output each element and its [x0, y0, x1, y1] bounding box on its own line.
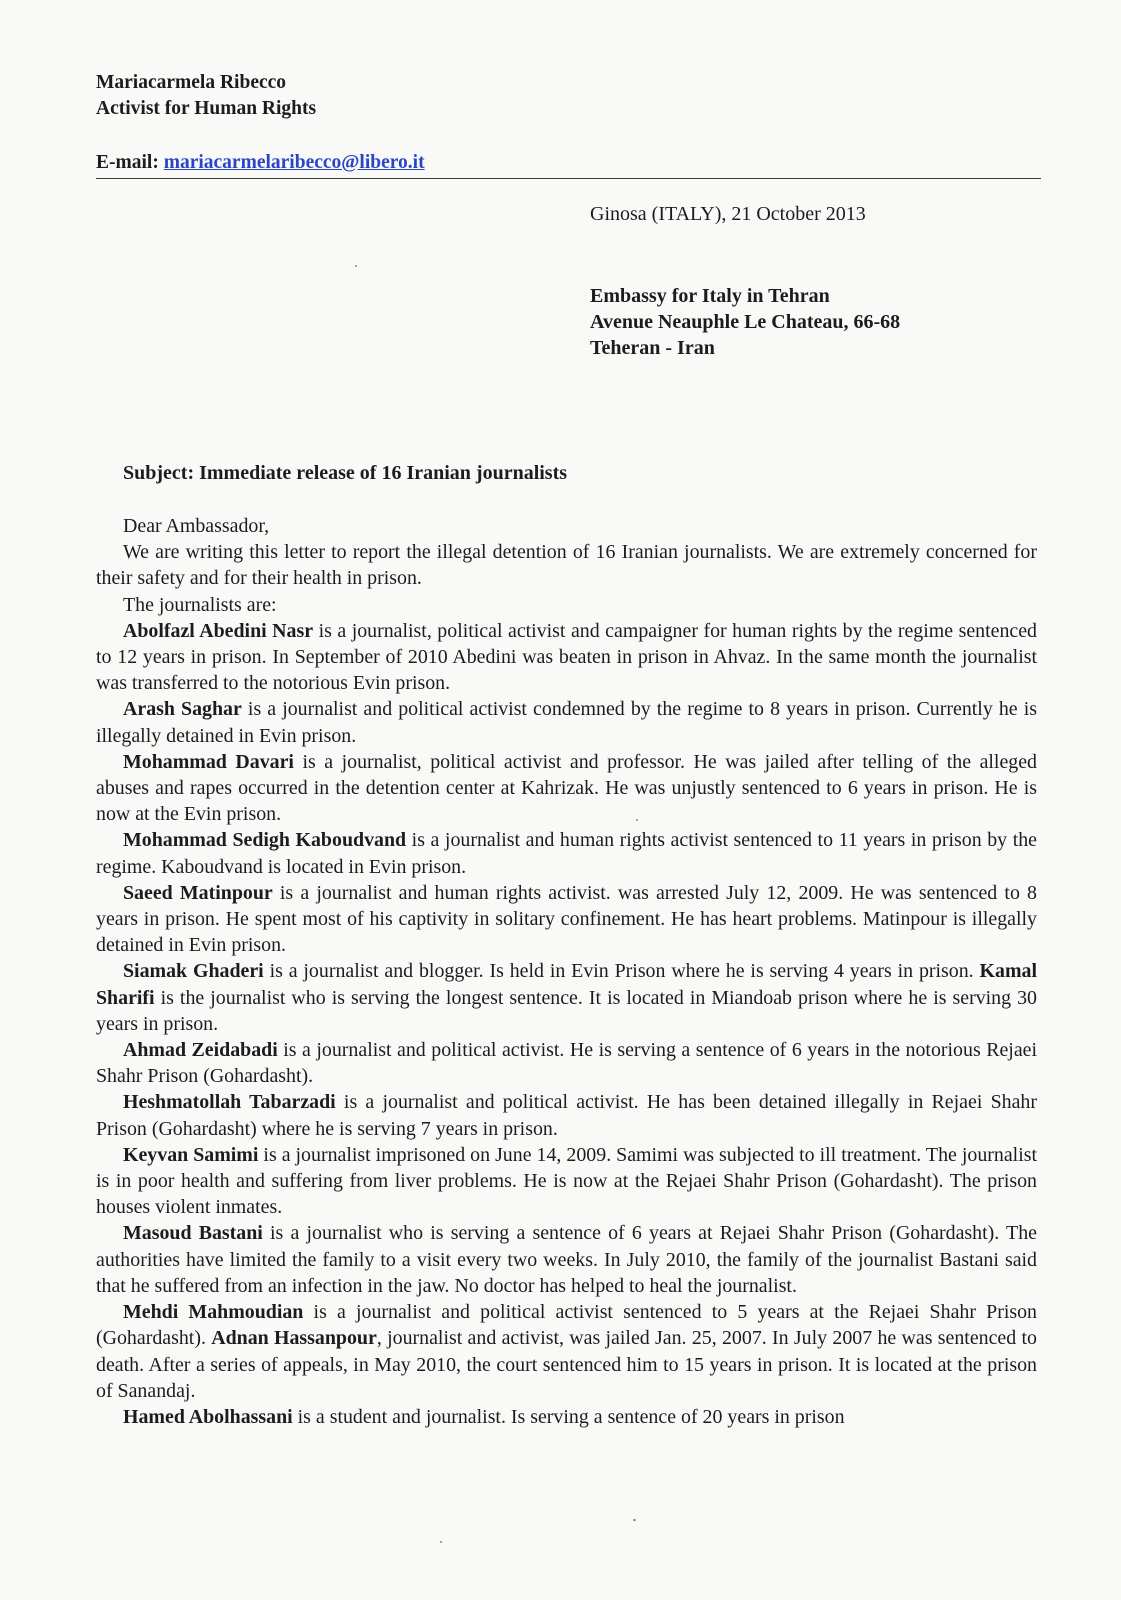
journalist-entry	[96, 880, 1037, 959]
email-link[interactable]: mariacarmelaribecco@libero.it	[163, 152, 425, 173]
journalist-name: Ahmad Zeidabadi	[123, 1039, 278, 1062]
journalist-name: Saeed Matinpour	[123, 881, 273, 904]
journalist-entry	[96, 1089, 1037, 1141]
journalist-description: is a journalist and political activist. He is serving a sentence of 6 years in the notorious Rejaei Shahr Prison (Gohardasht).	[96, 1039, 1038, 1088]
place-date: Ginosa (ITALY), 21 October 2013	[590, 203, 866, 225]
journalist-name: Hamed Abolhassani	[123, 1405, 293, 1428]
journalist-description: is the journalist who is serving the longest sentence. It is located in Miandoab prison where he is serving 30 years in prison.	[96, 986, 1037, 1035]
journalist-entry	[96, 1037, 1037, 1089]
journalist-name: Mehdi Mahmoudian	[123, 1301, 304, 1324]
recipient-line-2: Avenue Neauphle Le Chateau, 66-68	[590, 311, 901, 333]
journalist-entry	[96, 618, 1037, 697]
header-divider	[96, 178, 1041, 179]
intro-paragraph: We are writing this letter to report the illegal detention of 16 Iranian journalists. We are extremely concerned for their safety and for their health in prison.	[96, 541, 1037, 590]
journalist-description: is a journalist and human rights activist. was arrested July 12, 2009. He was sentenced to 8 years in prison. He spent most of his captivity in solitary confinement. He has heart problems. Matinpour is illegally detained in Evin prison.	[96, 881, 1037, 957]
sender-role: Activist for Human Rights	[96, 98, 317, 119]
scan-speck	[440, 1541, 442, 1543]
journalist-entry	[96, 1142, 1037, 1221]
list-intro: The journalists are:	[123, 593, 277, 616]
journalist-entry	[96, 696, 1037, 748]
journalist-description: is a journalist and human rights activist sentenced to 11 years in prison by the regime. Kaboudvand is located in Evin prison.	[96, 829, 1038, 878]
journalist-description: is a student and journalist. Is serving a sentence of 20 years in prison	[292, 1405, 845, 1428]
scan-speck	[355, 265, 357, 267]
journalist-entry	[96, 1220, 1037, 1299]
journalist-description: is a journalist who is serving a sentence of 6 years at Rejaei Shahr Prison (Gohardasht). The authorities have limited the family to a visit every two weeks. In July 2010, the family of the journalist Bastani said that he suffered from an infection in the jaw. No doctor has helped to heal the journalist.	[96, 1222, 1037, 1297]
scan-speck	[636, 819, 638, 821]
journalist-entry	[96, 827, 1037, 879]
journalist-name: Arash Saghar	[123, 698, 242, 721]
journalist-name: Keyvan Samimi	[123, 1143, 259, 1166]
journalist-name: Siamak Ghaderi	[123, 960, 264, 983]
journalist-name: Masoud Bastani	[123, 1222, 263, 1245]
journalist-description: is a journalist and blogger. Is held in Evin Prison where he is serving 4 years in prison.	[263, 960, 980, 983]
sender-name: Mariacarmela Ribecco	[96, 72, 287, 93]
email-label: E-mail:	[96, 152, 159, 173]
journalist-entry	[96, 958, 1037, 1037]
scan-speck	[633, 1519, 636, 1521]
email-line	[96, 152, 425, 174]
journalist-name: Mohammad Davari	[123, 750, 294, 773]
journalist-description: is a journalist imprisoned on June 14, 2009. Samimi was subjected to ill treatment. The journalist is in poor health and suffering from liver problems. He is now at the Rejaei Shahr Prison (Gohardasht). The prison houses violent inmates.	[96, 1143, 1037, 1219]
journalist-list	[96, 618, 1037, 1430]
salutation: Dear Ambassador,	[123, 515, 270, 537]
journalist-entry	[96, 1299, 1037, 1404]
journalist-entry	[96, 1404, 1037, 1430]
recipient-line-1: Embassy for Italy in Tehran	[590, 285, 830, 307]
journalist-name: Abolfazl Abedini Nasr	[123, 619, 314, 642]
journalist-description: is a journalist, political activist and campaigner for human rights by the regime sentenced to 12 years in prison. In September of 2010 Abedini was beaten in prison in Ahvaz. In the same month the journalist was transferred to the notorious Evin prison.	[96, 619, 1037, 695]
recipient-address	[590, 283, 900, 361]
journalist-name: Heshmatollah Tabarzadi	[123, 1091, 336, 1114]
letter-body	[96, 513, 1037, 1430]
subject-line: Subject: Immediate release of 16 Iranian journalists	[123, 462, 568, 484]
journalist-description: is a journalist, political activist and professor. He was jailed after telling of the alleged abuses and rapes occurred in the detention center at Kahrizak. He was unjustly sentenced to 6 years in prison. He is now at the Evin prison.	[96, 750, 1038, 826]
journalist-name: Mohammad Sedigh Kaboudvand	[123, 829, 407, 852]
recipient-line-3: Teheran - Iran	[590, 337, 715, 359]
journalist-description: is a journalist and political activist sentenced to 5 years at the Rejaei Shahr Prison (Gohardasht).	[96, 1301, 1037, 1350]
journalist-name: Kamal Sharifi	[96, 960, 1037, 1009]
journalist-description: is a journalist and political activist. He has been detained illegally in Rejaei Shahr Prison (Gohardasht) where he is serving 7 years in prison.	[96, 1091, 1037, 1140]
sender-block	[96, 70, 316, 122]
journalist-name: Adnan Hassanpour	[211, 1327, 377, 1350]
journalist-description: is a journalist and political activist condemned by the regime to 8 years in prison. Currently he is illegally detained in Evin prison.	[96, 698, 1037, 747]
journalist-entry	[96, 749, 1037, 828]
journalist-description: , journalist and activist, was jailed Jan. 25, 2007. In July 2007 he was sentenced to death. After a series of appeals, in May 2010, the court sentenced him to 15 years in prison. It is located at the prison of Sanandaj.	[96, 1327, 1037, 1402]
